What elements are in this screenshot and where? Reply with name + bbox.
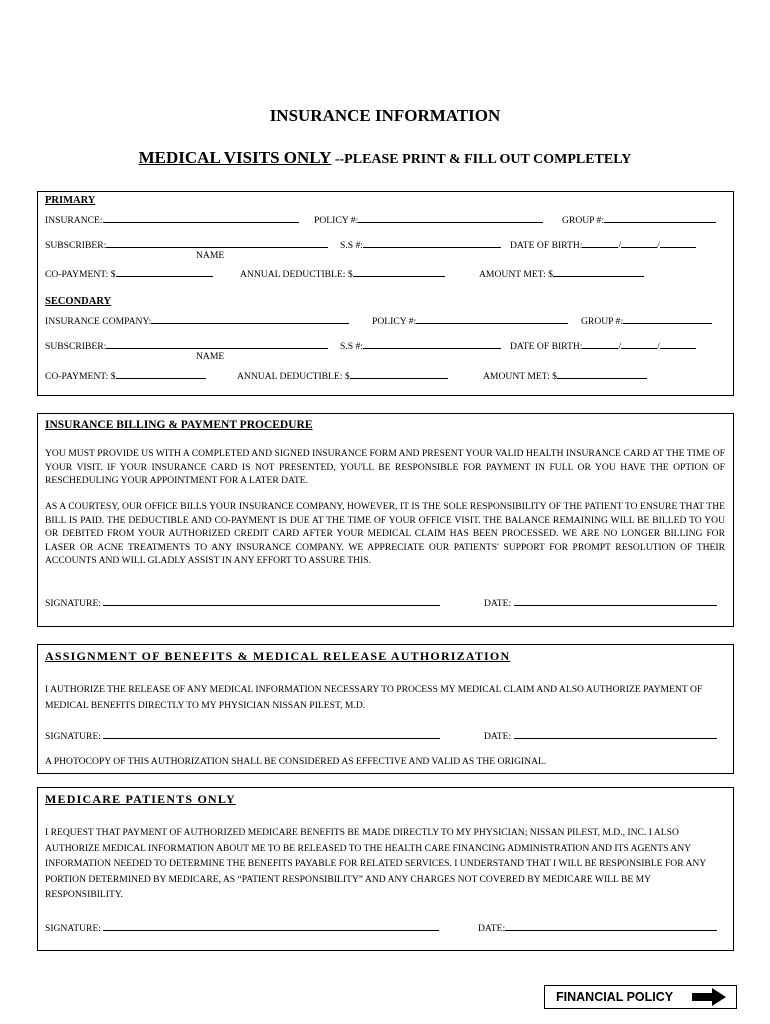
photocopy-note: A PHOTOCOPY OF THIS AUTHORIZATION SHALL BE CONSIDERED AS EFFECTIVE AND VALID AS THE ORIGINAL. xyxy=(45,756,547,767)
financial-policy-button[interactable] xyxy=(544,985,737,1009)
ss-label: S.S #: xyxy=(340,341,363,352)
deductible-line[interactable] xyxy=(350,368,448,379)
name-caption: NAME xyxy=(196,351,225,362)
primary-policy-field[interactable] xyxy=(314,212,543,227)
insurance-label: INSURANCE: xyxy=(45,215,103,226)
copay-label: CO-PAYMENT: $ xyxy=(45,269,116,280)
signature-label: SIGNATURE: xyxy=(45,598,101,609)
primary-dob-field[interactable]: DATE OF BIRTH: / / xyxy=(510,237,696,252)
right-arrow-icon xyxy=(691,988,727,1009)
policy-line[interactable] xyxy=(416,313,568,324)
secondary-heading: SECONDARY xyxy=(45,296,112,307)
date-line[interactable] xyxy=(505,920,717,931)
dob-year-line[interactable] xyxy=(660,338,696,349)
page-subtitle xyxy=(0,148,770,168)
assignment-paragraph: I AUTHORIZE THE RELEASE OF ANY MEDICAL INFORMATION NECESSARY TO PROCESS MY MEDICAL CLAIM AND ALSO AUTHORIZE PAYMENT OF MEDICAL BENEFITS DIRECTLY TO MY PHYSICIAN NISSAN PILEST, M.D. xyxy=(45,684,703,711)
subscriber-line[interactable] xyxy=(106,237,328,248)
dob-month-line[interactable] xyxy=(582,338,618,349)
dob-label: DATE OF BIRTH: xyxy=(510,240,583,251)
billing-heading: INSURANCE BILLING & PAYMENT PROCEDURE xyxy=(45,419,313,431)
insurance-company-line[interactable] xyxy=(151,313,349,324)
dob-label: DATE OF BIRTH: xyxy=(510,341,583,352)
primary-insurance-field[interactable] xyxy=(45,212,299,227)
ss-line[interactable] xyxy=(363,237,501,248)
dob-day-line[interactable] xyxy=(621,237,657,248)
amount-met-label: AMOUNT MET: $ xyxy=(483,371,557,382)
assignment-signature-field[interactable] xyxy=(45,728,440,743)
dob-day-line[interactable] xyxy=(621,338,657,349)
date-line[interactable] xyxy=(514,728,717,739)
billing-signature-field[interactable] xyxy=(45,595,440,610)
dob-year-line[interactable] xyxy=(660,237,696,248)
assignment-heading: ASSIGNMENT OF BENEFITS & MEDICAL RELEASE AUTHORIZATION xyxy=(45,649,511,663)
billing-date-field[interactable] xyxy=(484,595,717,610)
ss-label: S.S #: xyxy=(340,240,363,251)
assignment-date-field[interactable] xyxy=(484,728,717,743)
secondary-subscriber-field[interactable] xyxy=(45,338,328,353)
policy-label: POLICY #: xyxy=(372,316,417,327)
group-line[interactable] xyxy=(623,313,712,324)
secondary-ss-field[interactable] xyxy=(340,338,501,353)
primary-heading: PRIMARY xyxy=(45,195,96,206)
group-line[interactable] xyxy=(604,212,716,223)
primary-deductible-field[interactable] xyxy=(240,266,445,281)
billing-paragraph-2: AS A COURTESY, OUR OFFICE BILLS YOUR INSURANCE COMPANY, HOWEVER, IT IS THE SOLE RESPONSIBILITY OF THE PATIENT TO ENSURE THAT THE BILL IS PAID. THE DEDUCTIBLE AND CO-PAYMENT IS DUE AT THE TIME OF YOUR OFFICE VISIT. THE BALANCE REMAINING WILL BE BILLED TO YOU OR DEBITED FROM YOUR AUTHORIZED CREDIT CARD AFTER YOUR MEDICAL CLAIM HAS BEEN PROCESSED. WE ARE NO LONGER BILLING FOR LASER OR ACNE TREATMENTS TO ANY INSURANCE COMPANY. WE APPRECIATE OUR PATIENTS' SUPPORT FOR PROMPT RESOLUTION OF THEIR ACCOUNTS AND WILL GLADLY ASSIST IN ANY EFFORT TO ASSURE THIS. xyxy=(45,501,725,566)
copay-label: CO-PAYMENT: $ xyxy=(45,371,116,382)
signature-line[interactable] xyxy=(103,728,440,739)
deductible-label: ANNUAL DEDUCTIBLE: $ xyxy=(240,269,353,280)
secondary-insurance-field[interactable] xyxy=(45,313,349,328)
amount-met-label: AMOUNT MET: $ xyxy=(479,269,553,280)
ss-line[interactable] xyxy=(363,338,501,349)
medicare-heading: MEDICARE PATIENTS ONLY xyxy=(45,792,236,806)
group-label: GROUP #: xyxy=(581,316,624,327)
signature-label: SIGNATURE: xyxy=(45,731,101,742)
copay-line[interactable] xyxy=(116,368,206,379)
primary-group-field[interactable] xyxy=(562,212,716,227)
policy-line[interactable] xyxy=(358,212,543,223)
secondary-policy-field[interactable] xyxy=(372,313,568,328)
primary-amount-met-field[interactable] xyxy=(479,266,644,281)
subscriber-label: SUBSCRIBER: xyxy=(45,341,107,352)
primary-ss-field[interactable] xyxy=(340,237,501,252)
secondary-group-field[interactable] xyxy=(581,313,712,328)
amount-met-line[interactable] xyxy=(557,368,647,379)
secondary-deductible-field[interactable] xyxy=(237,368,448,383)
deductible-label: ANNUAL DEDUCTIBLE: $ xyxy=(237,371,350,382)
financial-policy-label: FINANCIAL POLICY xyxy=(556,990,674,1004)
copay-line[interactable] xyxy=(116,266,213,277)
date-line[interactable] xyxy=(514,595,717,606)
group-label: GROUP #: xyxy=(562,215,605,226)
date-label: DATE: xyxy=(484,731,512,742)
secondary-dob-field[interactable]: DATE OF BIRTH: / / xyxy=(510,338,696,353)
secondary-copay-field[interactable] xyxy=(45,368,206,383)
insurance-line[interactable] xyxy=(103,212,299,223)
date-label: DATE: xyxy=(478,923,506,934)
secondary-amount-met-field[interactable] xyxy=(483,368,647,383)
medicare-date-field[interactable] xyxy=(478,920,717,935)
signature-line[interactable] xyxy=(103,920,439,931)
page-title: INSURANCE INFORMATION xyxy=(269,106,501,125)
medicare-paragraph: I REQUEST THAT PAYMENT OF AUTHORIZED MEDICARE BENEFITS BE MADE DIRECTLY TO MY PHYSICIAN; NISSAN PILEST, M.D., INC. I ALSO AUTHORIZE MEDICAL INFORMATION ABOUT ME TO BE RELEASED TO THE HEALTH CARE FINANCING ADMINISTRATION AND ITS AGENTS ANY INFORMATION NEEDED TO DETERMINE THE BENEFITS PAYABLE FOR RELATED SERVICES. I UNDERSTAND THAT I WILL BE RESPONSIBLE FOR ANY PORTION DETERMINED BY MEDICARE, AS “PATIENT RESPONSIBILITY” AND ANY CHARGES NOT COVERED BY MEDICARE WILL BE MY RESPONSIBILITY. xyxy=(45,827,706,901)
primary-subscriber-field[interactable] xyxy=(45,237,328,252)
deductible-line[interactable] xyxy=(353,266,445,277)
signature-label: SIGNATURE: xyxy=(45,923,101,934)
signature-line[interactable] xyxy=(103,595,440,606)
primary-copay-field[interactable] xyxy=(45,266,213,281)
subtitle-rest: --PLEASE PRINT & FILL OUT COMPLETELY xyxy=(331,152,632,167)
subscriber-label: SUBSCRIBER: xyxy=(45,240,107,251)
amount-met-line[interactable] xyxy=(553,266,644,277)
name-caption: NAME xyxy=(196,250,225,261)
subscriber-line[interactable] xyxy=(106,338,328,349)
medicare-signature-field[interactable] xyxy=(45,920,439,935)
dob-month-line[interactable] xyxy=(582,237,618,248)
policy-label: POLICY #: xyxy=(314,215,359,226)
billing-paragraph-1: YOU MUST PROVIDE US WITH A COMPLETED AND SIGNED INSURANCE FORM AND PRESENT YOUR VALID HEALTH INSURANCE CARD AT THE TIME OF YOUR VISIT. IF YOUR INSURANCE CARD IS NOT PRESENTED, YOU'LL BE RESPONSIBLE FOR PAYMENT IN FULL OR YOU HAVE THE OPTION OF RESCHEDULING YOUR APPOINTMENT FOR A LATER DATE. xyxy=(45,448,725,486)
date-label: DATE: xyxy=(484,598,512,609)
insurance-company-label: INSURANCE COMPANY: xyxy=(45,316,152,327)
subtitle-underlined: MEDICAL VISITS ONLY xyxy=(138,148,332,167)
